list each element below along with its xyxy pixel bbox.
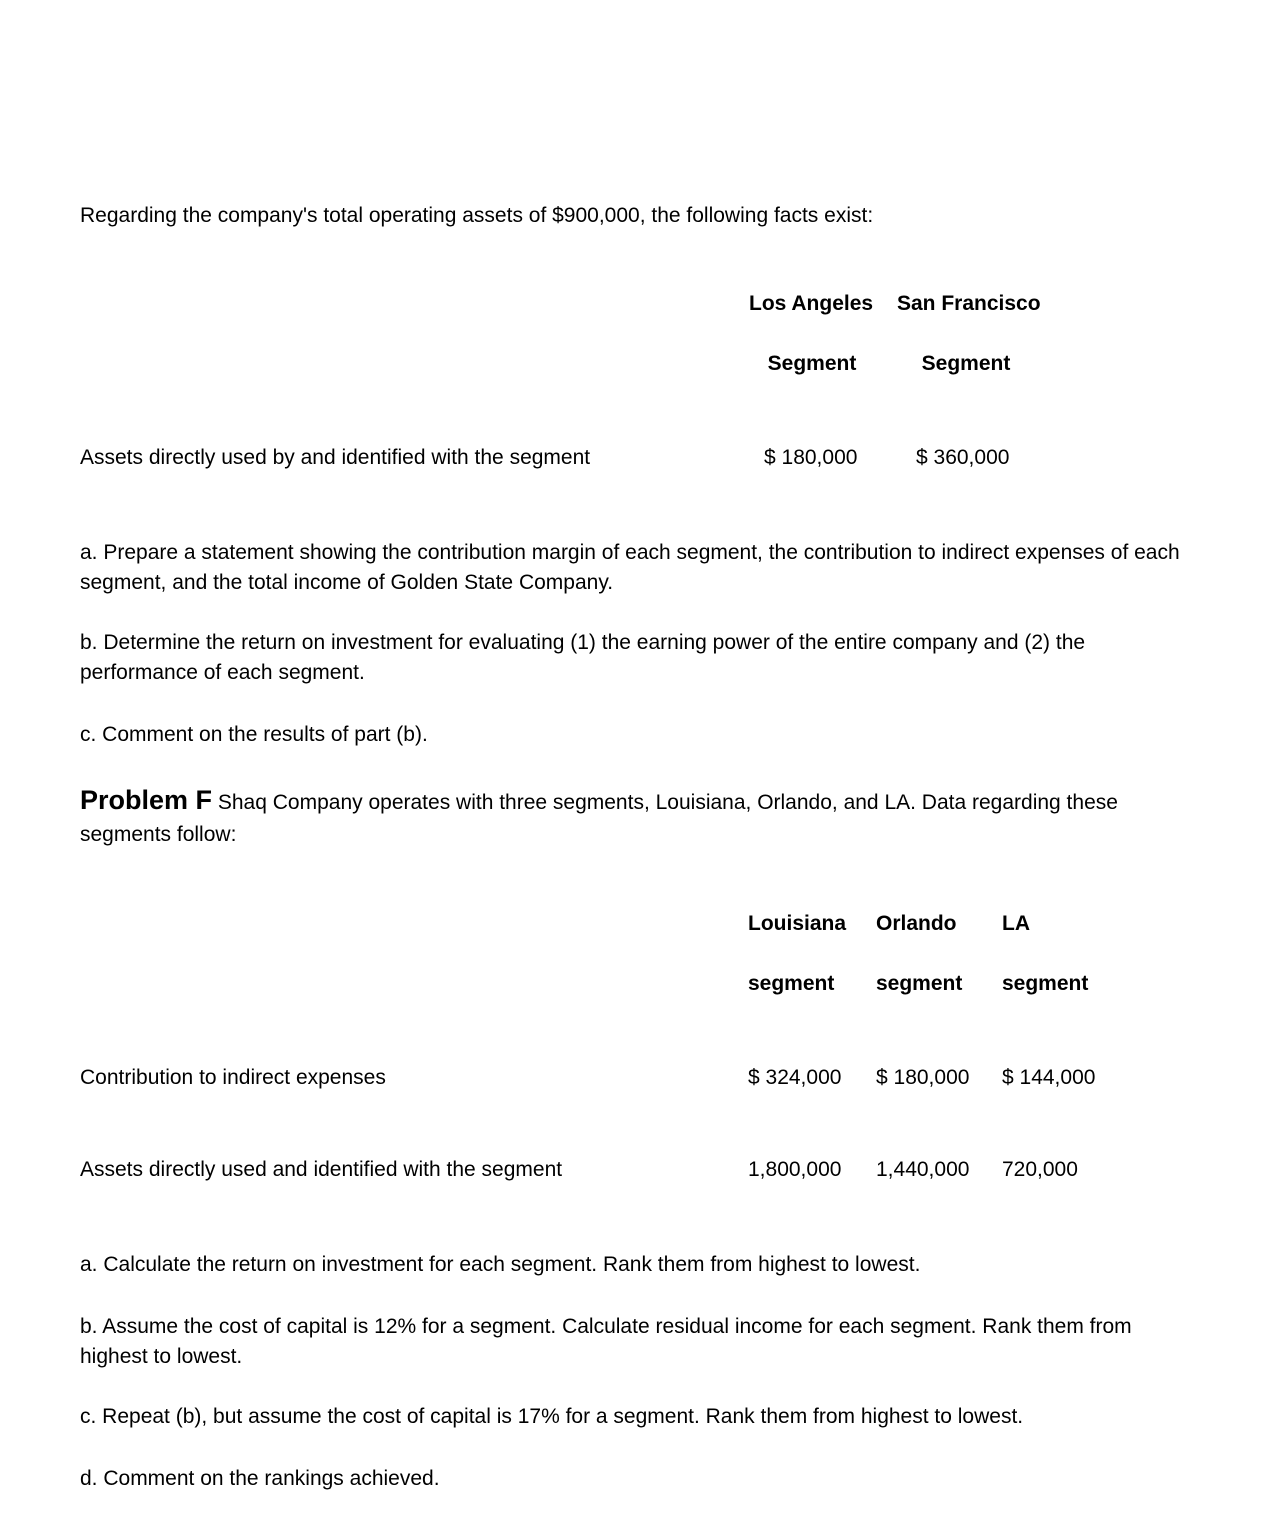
table2-col-louisiana-subheader: segment — [748, 972, 835, 995]
table1-col-la-subheader: Segment — [767, 352, 857, 375]
table1-col-sf-header: San Francisco — [897, 292, 1041, 315]
table2-row1-louisiana: $ 324,000 — [748, 1066, 842, 1089]
table2-col-la-header: LA — [1002, 912, 1030, 935]
table2-row2-label: Assets directly used and identified with the segment — [80, 1158, 563, 1181]
table2-row2-louisiana: 1,800,000 — [748, 1158, 842, 1181]
table2-col-orlando-header: Orlando — [876, 912, 957, 935]
table2-row1-la: $ 144,000 — [1002, 1066, 1096, 1089]
table2-col-louisiana-header: Louisiana — [748, 912, 847, 935]
problem-f-text: Shaq Company operates with three segments, Louisiana, Orlando, and LA. Data regarding these segments follow: — [80, 791, 1118, 846]
table1-row-label: Assets directly used by and identified with the segment — [80, 446, 591, 469]
question-2c: c. Repeat (b), but assume the cost of capital is 17% for a segment. Rank them from highest to lowest. — [80, 1405, 1024, 1428]
question-1b: b. Determine the return on investment for evaluating (1) the earning power of the entire company and (2) the performance of each segment. — [80, 631, 1086, 684]
table2-row2-la: 720,000 — [1002, 1158, 1078, 1181]
table2-row1-label: Contribution to indirect expenses — [80, 1066, 386, 1089]
table1-col-sf-subheader: Segment — [921, 352, 1011, 375]
problem-f-paragraph — [80, 784, 1200, 851]
table2-row1-orlando: $ 180,000 — [876, 1066, 970, 1089]
table2-col-la-subheader: segment — [1002, 972, 1089, 995]
intro-text: Regarding the company's total operating assets of $900,000, the following facts exist: — [80, 204, 874, 227]
table1-cell-sf: $ 360,000 — [916, 446, 1010, 469]
problem-f-title: Problem F — [80, 785, 213, 815]
table2-col-orlando-subheader: segment — [876, 972, 963, 995]
table2-row2-orlando: 1,440,000 — [876, 1158, 970, 1181]
question-2a: a. Calculate the return on investment for each segment. Rank them from highest to lowest. — [80, 1253, 921, 1276]
question-2b: b. Assume the cost of capital is 12% for a segment. Calculate residual income for each segment. Rank them from highest to lowest. — [80, 1315, 1132, 1368]
question-2d: d. Comment on the rankings achieved. — [80, 1467, 440, 1490]
question-1a: a. Prepare a statement showing the contribution margin of each segment, the contribution to indirect expenses of each segment, and the total income of Golden State Company. — [80, 541, 1180, 594]
table1-cell-la: $ 180,000 — [764, 446, 858, 469]
question-1c: c. Comment on the results of part (b). — [80, 723, 428, 746]
table1-col-la-header: Los Angeles — [749, 292, 874, 315]
